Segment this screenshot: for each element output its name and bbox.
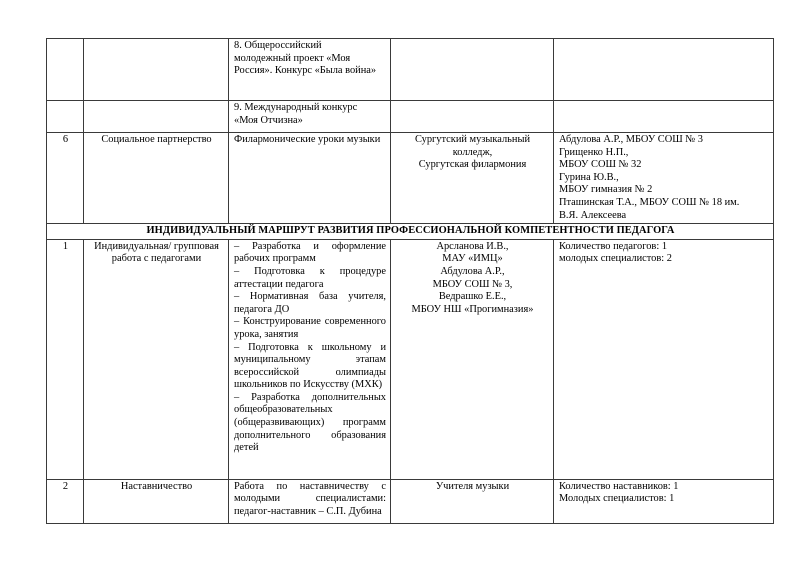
partner-line: Учителя музыки [435, 480, 510, 492]
cell-participants [554, 239, 774, 479]
content-item: – Подготовка к процедуре аттестации педагога [234, 265, 386, 290]
cell-row-number: 1 [47, 239, 84, 479]
cell-content [229, 239, 391, 479]
content-item: – Конструирование современного урока, занятия [234, 316, 386, 340]
table-row [47, 239, 774, 479]
content-line: Филармонические уроки музыки [234, 134, 381, 145]
participant-line: молодых специалистов: 2 [559, 253, 672, 265]
content-line: 8. Общероссийский [234, 40, 322, 51]
participant-line: МБОУ гимназия № 2 [559, 184, 653, 196]
content-line: молодежный проект «Моя [234, 52, 351, 64]
cell-partners [391, 133, 554, 224]
partner-line: Ведрашко Е.Е., [438, 291, 507, 303]
participant-line: Гурина Ю.В., [559, 171, 619, 183]
cell-partners [391, 101, 554, 133]
table-row [47, 101, 774, 133]
cell-partners [391, 479, 554, 523]
cell-direction: Наставничество [84, 479, 229, 523]
participant-line: Количество педагогов: 1 [559, 240, 668, 252]
cell-partners [391, 39, 554, 101]
partner-line: МБОУ СОШ № 3, [432, 278, 513, 290]
cell-participants [554, 479, 774, 523]
content-line: Россия». Конкурс «Была война» [234, 65, 377, 77]
content-item: – Нормативная база учителя, педагога ДО [234, 291, 386, 315]
partner-line: МАУ «ИМЦ» [442, 253, 503, 265]
table-section-header-row [47, 224, 774, 240]
cell-participants [554, 133, 774, 224]
partner-line: Арсланова И.В., [436, 240, 509, 252]
content-item: Работа по наставничеству с молодыми специалистами: педагог-наставник – С.П. Дубина [234, 480, 386, 517]
participant-line: Молодых специалистов: 1 [559, 493, 675, 505]
content-line: 9. Международный конкурс [234, 102, 358, 113]
cell-row-number [47, 39, 84, 101]
cell-participants [554, 101, 774, 133]
cell-content [229, 479, 391, 523]
content-item: – Разработка дополнительных общеобразовательных (общеразвивающих) программ дополнительного образования детей [234, 391, 386, 454]
cell-row-number: 6 [47, 133, 84, 224]
cell-row-number [47, 101, 84, 133]
cell-content [229, 133, 391, 224]
partner-line: Сургутская филармония [418, 159, 527, 171]
participant-line: В.Я. Алексеева [559, 209, 627, 221]
participant-line: Грищенко Н.П., [559, 146, 629, 158]
participant-line: Количество наставников: 1 [559, 480, 679, 492]
partner-line: колледж, [452, 146, 493, 158]
participant-line: Абдулова А.Р., МБОУ СОШ № 3 [559, 134, 703, 145]
cell-direction [84, 39, 229, 101]
partner-line: Абдулова А.Р., [440, 265, 505, 277]
cell-content [229, 39, 391, 101]
section-header: ИНДИВИДУАЛЬНЫЙ МАРШРУТ РАЗВИТИЯ ПРОФЕССИОНАЛЬНОЙ КОМПЕТЕНТНОСТИ ПЕДАГОГА [47, 224, 774, 240]
cell-direction: Индивидуальная/ групповая работа с педагогами [84, 239, 229, 479]
cell-partners [391, 239, 554, 479]
cell-participants [554, 39, 774, 101]
cell-direction: Социальное партнерство [84, 133, 229, 224]
cell-row-number: 2 [47, 479, 84, 523]
content-item: – Разработка и оформление рабочих программ [234, 240, 386, 265]
partner-line: МБОУ НШ «Прогимназия» [411, 303, 534, 315]
table-row [47, 133, 774, 224]
content-item: – Подготовка к школьному и муниципальному этапам всероссийской олимпиады школьников по Искусству (МХК) [234, 341, 386, 391]
cell-content [229, 101, 391, 133]
activity-table [46, 38, 774, 524]
participant-line: Пташинская Т.А., МБОУ СОШ № 18 им. [559, 196, 740, 208]
cell-direction [84, 101, 229, 133]
table-row [47, 39, 774, 101]
table-row [47, 479, 774, 523]
participant-line: МБОУ СОШ № 32 [559, 159, 642, 171]
content-line: «Моя Отчизна» [234, 114, 303, 126]
partner-line: Сургутский музыкальный [414, 134, 531, 145]
